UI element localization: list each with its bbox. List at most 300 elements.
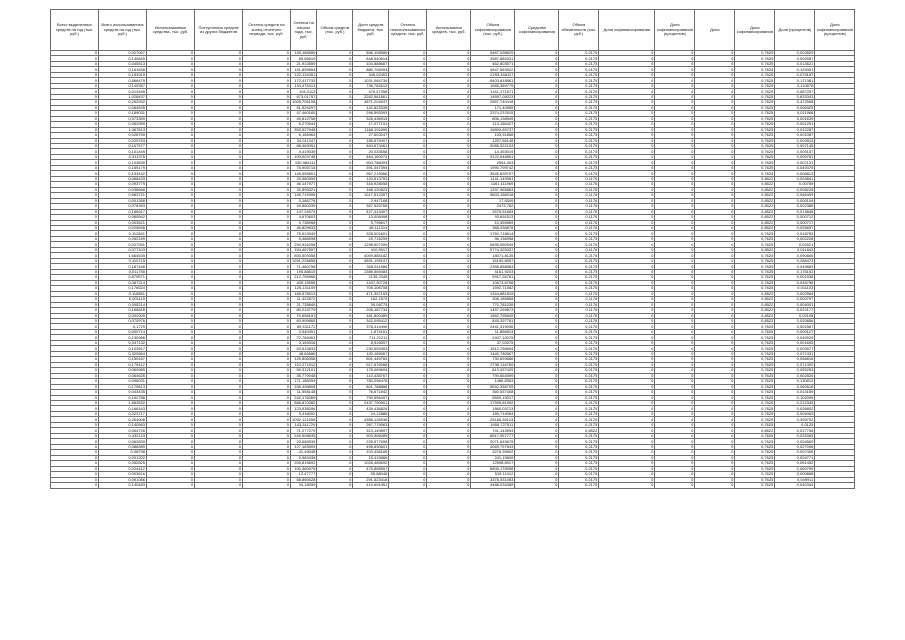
table-cell: 0 bbox=[695, 422, 735, 427]
table-cell: 69,331172 bbox=[291, 324, 317, 329]
table-cell: 0,2175 bbox=[559, 258, 599, 263]
table-cell: 0,7625 bbox=[735, 253, 775, 258]
table-cell: 0 bbox=[317, 94, 353, 99]
table-cell: 0,2175 bbox=[559, 78, 599, 83]
table-cell: 1760,718614 bbox=[471, 231, 515, 236]
table-cell: 0 bbox=[599, 94, 655, 99]
table-cell: 0 bbox=[243, 406, 291, 411]
table-cell: 0 bbox=[317, 253, 353, 258]
table-cell: 0,130986 bbox=[99, 335, 147, 340]
table-cell: 0 bbox=[695, 105, 735, 110]
table-cell: 37,03375 bbox=[471, 340, 515, 345]
table-cell: 0 bbox=[515, 160, 559, 165]
table-cell: 127,183509 bbox=[291, 444, 317, 449]
table-cell: 0 bbox=[243, 231, 291, 236]
table-cell: 0 bbox=[243, 417, 291, 422]
table-cell: 0,08798 bbox=[99, 450, 147, 455]
table-cell: 0 bbox=[51, 275, 99, 280]
table-cell: 0,001251 bbox=[775, 122, 815, 127]
table-cell: 0 bbox=[695, 176, 735, 181]
table-cell: 0,2175 bbox=[559, 406, 599, 411]
table-cell: 0,7625 bbox=[735, 444, 775, 449]
table-cell: 1257,56148 bbox=[471, 138, 515, 143]
table-cell: 0,736958 bbox=[291, 220, 317, 225]
table-cell: 0 bbox=[515, 291, 559, 296]
table-cell: 0,2175 bbox=[559, 346, 599, 351]
table-cell: 0 bbox=[599, 291, 655, 296]
table-cell: 0,1176 bbox=[559, 176, 599, 181]
table-cell: 0 bbox=[147, 143, 195, 148]
table-cell: 0 bbox=[51, 253, 99, 258]
column-header: Доля софинансирования bbox=[599, 10, 655, 51]
table-cell: 0 bbox=[599, 149, 655, 154]
table-cell: 0 bbox=[427, 160, 471, 165]
table-cell: 0 bbox=[147, 182, 195, 187]
table-cell: 0,011843 bbox=[775, 247, 815, 252]
table-cell: 0 bbox=[317, 411, 353, 416]
table-cell: 0 bbox=[51, 61, 99, 66]
table-cell: 0 bbox=[317, 318, 353, 323]
table-cell: 0 bbox=[655, 258, 695, 263]
table-cell: 0,011103 bbox=[775, 286, 815, 291]
table-cell: 171,186094 bbox=[291, 379, 317, 384]
table-cell: 0 bbox=[515, 198, 559, 203]
table-cell: 0 bbox=[427, 401, 471, 406]
table-cell: 0 bbox=[317, 78, 353, 83]
table-cell: 1092,121098 bbox=[292, 416, 316, 422]
table-cell: 0 bbox=[195, 313, 243, 318]
table-cell: 0,1176 bbox=[559, 220, 599, 225]
table-cell: 0 bbox=[515, 72, 559, 77]
table-cell: 0 bbox=[317, 390, 353, 395]
table-cell: 0 bbox=[655, 318, 695, 323]
table-cell: 0 bbox=[515, 133, 559, 138]
table-cell: 225,577598 bbox=[353, 439, 389, 444]
table-cell: 0 bbox=[427, 78, 471, 83]
table-cell: 0,7625 bbox=[735, 61, 775, 66]
table-cell: 0 bbox=[147, 154, 195, 159]
table-cell: 0 bbox=[243, 182, 291, 187]
table-cell: 0 bbox=[147, 193, 195, 198]
table-cell: 0 bbox=[695, 215, 735, 220]
table-cell: 0 bbox=[599, 357, 655, 362]
table-cell: 0 bbox=[51, 428, 99, 433]
table-cell: 0,000154 bbox=[775, 198, 815, 203]
table-cell: 0,000712 bbox=[775, 215, 815, 220]
table-cell: 0 bbox=[317, 264, 353, 269]
table-cell: 0 bbox=[599, 215, 655, 220]
table-cell: 60,999865 bbox=[291, 318, 317, 323]
table-cell: 0 bbox=[655, 138, 695, 143]
table-cell: 4009,885182 bbox=[353, 253, 389, 258]
table-cell: 0,7625 bbox=[735, 286, 775, 291]
table-cell: 3085,522193 bbox=[471, 143, 515, 148]
table-cell: 0 bbox=[51, 116, 99, 121]
column-header: Доля (процентов) bbox=[775, 10, 815, 51]
table-cell: 0 bbox=[389, 280, 427, 285]
table-cell: 0,2175 bbox=[559, 72, 599, 77]
table-cell: 17,077151 bbox=[353, 122, 389, 127]
table-cell: 496,830601 bbox=[353, 444, 389, 449]
table-cell: 0,002587 bbox=[775, 56, 815, 61]
table-cell: 0 bbox=[515, 105, 559, 110]
table-cell: 212,755966 bbox=[291, 275, 317, 280]
table-cell: 0 bbox=[389, 253, 427, 258]
table-cell: 0 bbox=[195, 209, 243, 214]
table-cell: 0 bbox=[243, 51, 291, 56]
table-cell: 0,027067 bbox=[99, 51, 147, 56]
table-cell: 0 bbox=[389, 67, 427, 72]
table-cell: 49,860339 bbox=[291, 204, 317, 209]
table-cell: 0,2175 bbox=[559, 444, 599, 449]
table-cell: 0,133432 bbox=[99, 171, 147, 176]
table-cell: 0 bbox=[389, 291, 427, 296]
table-cell: 0 bbox=[243, 160, 291, 165]
table-cell: 0 bbox=[389, 247, 427, 252]
table-cell: 0,2175 bbox=[559, 373, 599, 378]
table-cell: 0 bbox=[655, 417, 695, 422]
table-cell: 0 bbox=[51, 302, 99, 307]
table-cell: 0 bbox=[389, 340, 427, 345]
table-cell: 1298,507399 bbox=[353, 242, 389, 247]
table-cell: 0 bbox=[147, 362, 195, 367]
table-cell: 0 bbox=[317, 433, 353, 438]
table-cell: 5,795617 bbox=[353, 220, 389, 225]
table-cell: 0 bbox=[51, 411, 99, 416]
table-cell: 0 bbox=[695, 133, 735, 138]
table-cell: 0 bbox=[599, 455, 655, 460]
table-cell: 0 bbox=[147, 231, 195, 236]
table-cell: 0 bbox=[515, 67, 559, 72]
table-cell: 0,026759 bbox=[99, 133, 147, 138]
table-cell: 0,7625 bbox=[735, 149, 775, 154]
table-cell: 0 bbox=[51, 297, 99, 302]
table-cell: 0 bbox=[599, 368, 655, 373]
table-cell: 0,7625 bbox=[735, 406, 775, 411]
table-cell: 0 bbox=[195, 275, 243, 280]
table-cell: 462,803571 bbox=[471, 61, 515, 66]
table-cell: 110,438767 bbox=[353, 373, 389, 378]
table-cell: 0 bbox=[147, 297, 195, 302]
table-cell: 0 bbox=[599, 433, 655, 438]
table-cell: 0 bbox=[317, 439, 353, 444]
table-cell: 0 bbox=[695, 308, 735, 313]
table-cell: 0 bbox=[655, 384, 695, 389]
table-cell: 0 bbox=[195, 51, 243, 56]
table-cell: 0 bbox=[147, 253, 195, 258]
table-cell: 0 bbox=[515, 275, 559, 280]
table-cell: 0 bbox=[147, 466, 195, 471]
table-cell: 0 bbox=[655, 61, 695, 66]
table-cell: 0 bbox=[515, 242, 559, 247]
table-cell: 15,715299 bbox=[353, 236, 389, 241]
table-cell: 0,8522 bbox=[735, 187, 775, 192]
table-cell: 0 bbox=[147, 198, 195, 203]
table-cell: 0 bbox=[195, 138, 243, 143]
table-cell: 0 bbox=[147, 176, 195, 181]
table-cell: 0 bbox=[695, 193, 735, 198]
table-cell: 0,309702 bbox=[775, 417, 815, 422]
table-cell: 0,049929 bbox=[775, 335, 815, 340]
table-cell: 0,002826 bbox=[775, 373, 815, 378]
table-cell: 0 bbox=[51, 351, 99, 356]
table-cell: 0 bbox=[515, 258, 559, 263]
table-cell: 0,2175 bbox=[559, 51, 599, 56]
table-cell: 0 bbox=[195, 346, 243, 351]
table-cell: 2293,348117 bbox=[471, 72, 515, 77]
table-cell: 0 bbox=[317, 149, 353, 154]
table-cell: 0 bbox=[695, 100, 735, 105]
table-cell: 0 bbox=[195, 154, 243, 159]
table-cell: 34,011347 bbox=[291, 138, 317, 143]
table-cell: 0 bbox=[655, 89, 695, 94]
table-cell: 0 bbox=[695, 313, 735, 318]
table-cell: 0 bbox=[599, 133, 655, 138]
table-cell: 0 bbox=[515, 215, 559, 220]
table-cell: 0 bbox=[317, 297, 353, 302]
table-cell: 0,7625 bbox=[735, 455, 775, 460]
table-cell: 0 bbox=[427, 61, 471, 66]
table-cell: 0 bbox=[147, 215, 195, 220]
table-cell: 0 bbox=[427, 439, 471, 444]
table-cell: 357,525768 bbox=[353, 204, 389, 209]
table-cell: 0 bbox=[243, 390, 291, 395]
table-cell: 0 bbox=[427, 302, 471, 307]
table-cell: 0 bbox=[317, 209, 353, 214]
table-cell: 0 bbox=[51, 215, 99, 220]
table-cell: 0,7625 bbox=[735, 242, 775, 247]
table-cell: 0,2175 bbox=[559, 231, 599, 236]
table-cell: 0 bbox=[317, 368, 353, 373]
table-cell: 0 bbox=[147, 78, 195, 83]
table-cell: 0 bbox=[243, 198, 291, 203]
table-cell: 326,436915 bbox=[353, 116, 389, 121]
table-cell: 1440,780567 bbox=[471, 351, 515, 356]
table-cell: 0 bbox=[427, 187, 471, 192]
table-cell: 0 bbox=[243, 242, 291, 247]
table-cell: 17599,61992 bbox=[471, 401, 515, 406]
table-cell: 0 bbox=[147, 351, 195, 356]
table-cell: 0 bbox=[147, 236, 195, 241]
table-cell: 0 bbox=[51, 236, 99, 241]
table-cell: 0 bbox=[243, 72, 291, 77]
table-cell: 0 bbox=[243, 297, 291, 302]
table-cell: 0,000717 bbox=[775, 220, 815, 225]
table-cell: 848,940614 bbox=[353, 56, 389, 61]
table-cell: 0 bbox=[389, 422, 427, 427]
table-cell: 0 bbox=[389, 472, 427, 477]
table-cell: 34,18099 bbox=[291, 483, 317, 488]
column-header: Объем софинансирования (тыс. руб.) bbox=[471, 10, 515, 51]
table-cell: 1,683532 bbox=[99, 401, 147, 406]
table-cell: 0 bbox=[243, 346, 291, 351]
table-cell: 0 bbox=[389, 324, 427, 329]
table-cell: 0 bbox=[389, 89, 427, 94]
table-cell: 123,538296 bbox=[291, 406, 317, 411]
table-cell: 11,422872 bbox=[291, 297, 317, 302]
table-cell: 0 bbox=[389, 231, 427, 236]
table-cell: 0,049883 bbox=[775, 264, 815, 269]
table-cell: 0 bbox=[147, 302, 195, 307]
table-cell: 0,003913 bbox=[775, 138, 815, 143]
table-cell: 0 bbox=[695, 286, 735, 291]
table-cell: 0,029753 bbox=[99, 138, 147, 143]
table-cell: 0 bbox=[195, 455, 243, 460]
table-cell: 439,436826 bbox=[353, 406, 389, 411]
table-cell: 0 bbox=[655, 215, 695, 220]
table-cell: 0 bbox=[147, 51, 195, 56]
table-cell: 0 bbox=[599, 160, 655, 165]
table-cell: 0 bbox=[599, 231, 655, 236]
table-cell: 10,355569 bbox=[471, 220, 515, 225]
table-cell: 0 bbox=[427, 428, 471, 433]
table-cell: 71,277279 bbox=[291, 428, 317, 433]
table-cell: 0 bbox=[243, 83, 291, 88]
table-cell: 0,7625 bbox=[735, 160, 775, 165]
table-cell: 0,2175 bbox=[559, 154, 599, 159]
table-cell: 0,2175 bbox=[559, 433, 599, 438]
table-cell: 0 bbox=[695, 483, 735, 488]
table-cell: 0 bbox=[243, 133, 291, 138]
table-cell: 0 bbox=[515, 51, 559, 56]
table-cell: 0 bbox=[147, 313, 195, 318]
table-cell: 0 bbox=[147, 477, 195, 482]
table-cell: 0,013846 bbox=[775, 209, 815, 214]
table-cell: 0,2175 bbox=[559, 94, 599, 99]
table-cell: 0 bbox=[317, 450, 353, 455]
table-cell: 1337,965863 bbox=[471, 187, 515, 192]
table-cell: 0 bbox=[599, 72, 655, 77]
table-cell: 0,168163 bbox=[99, 406, 147, 411]
table-cell: 0 bbox=[243, 302, 291, 307]
table-cell: 0 bbox=[147, 318, 195, 323]
table-cell: 0 bbox=[695, 264, 735, 269]
column-header: Доля софинансирования bbox=[735, 10, 775, 51]
table-cell: 21,913559 bbox=[291, 61, 317, 66]
table-cell: 0,037132 bbox=[99, 340, 147, 345]
table-cell: 0,2175 bbox=[559, 122, 599, 127]
table-cell: 0 bbox=[51, 247, 99, 252]
table-cell: 0,311376 bbox=[99, 154, 147, 159]
table-cell: 0 bbox=[427, 204, 471, 209]
table-cell: 0 bbox=[655, 286, 695, 291]
table-cell: 0 bbox=[655, 176, 695, 181]
table-cell: 0 bbox=[195, 302, 243, 307]
table-cell: 0,7625 bbox=[735, 329, 775, 334]
table-cell: 0 bbox=[427, 176, 471, 181]
table-cell: 0 bbox=[599, 329, 655, 334]
table-cell: 0 bbox=[243, 275, 291, 280]
table-cell: 0,7625 bbox=[735, 433, 775, 438]
table-cell: 0 bbox=[427, 209, 471, 214]
table-cell: 0 bbox=[317, 428, 353, 433]
table-cell: 0 bbox=[427, 231, 471, 236]
table-cell: 0 bbox=[515, 122, 559, 127]
table-cell: 368,438878 bbox=[471, 226, 515, 231]
table-cell: 0 bbox=[195, 264, 243, 269]
table-cell: 0 bbox=[51, 368, 99, 373]
table-cell: 0 bbox=[317, 171, 353, 176]
table-cell: 0 bbox=[515, 149, 559, 154]
table-cell: 0 bbox=[317, 466, 353, 471]
table-cell: 0 bbox=[51, 154, 99, 159]
table-cell: 0,2175 bbox=[559, 149, 599, 154]
table-cell: 0 bbox=[147, 209, 195, 214]
table-cell: 0 bbox=[51, 461, 99, 466]
table-cell: 0 bbox=[655, 220, 695, 225]
table-cell: 0 bbox=[389, 264, 427, 269]
table-cell: 0 bbox=[515, 417, 559, 422]
table-cell: 0 bbox=[515, 308, 559, 313]
table-cell: 0 bbox=[695, 258, 735, 263]
table-cell: 0,2175 bbox=[559, 127, 599, 132]
table-cell: 0 bbox=[599, 313, 655, 318]
table-cell: 0 bbox=[599, 439, 655, 444]
table-cell: 0 bbox=[243, 78, 291, 83]
table-cell: 0 bbox=[389, 335, 427, 340]
table-cell: 0 bbox=[195, 160, 243, 165]
table-cell: 0 bbox=[389, 100, 427, 105]
table-cell: 0 bbox=[317, 198, 353, 203]
table-cell: 0 bbox=[51, 133, 99, 138]
table-cell: 0,001115 bbox=[99, 297, 147, 302]
table-cell: 0,8522 bbox=[735, 198, 775, 203]
table-cell: 0 bbox=[655, 105, 695, 110]
table-cell: 47,460165 bbox=[291, 111, 317, 116]
table-cell: 0 bbox=[389, 313, 427, 318]
table-cell: 0,2175 bbox=[559, 83, 599, 88]
table-cell: 0,2175 bbox=[559, 275, 599, 280]
table-cell: 427,413407 bbox=[353, 209, 389, 214]
table-cell: 0 bbox=[515, 373, 559, 378]
table-cell: 746,782612 bbox=[353, 83, 389, 88]
table-cell: 0,264906 bbox=[99, 417, 147, 422]
table-cell: 0 bbox=[389, 379, 427, 384]
table-cell: 0,060516 bbox=[775, 384, 815, 389]
table-cell: 0 bbox=[317, 138, 353, 143]
table-cell: 4871,204937 bbox=[353, 100, 389, 105]
table-cell: 1,664535 bbox=[99, 253, 147, 258]
table-cell: 0 bbox=[389, 428, 427, 433]
table-cell: 0 bbox=[695, 444, 735, 449]
table-cell: 0 bbox=[389, 455, 427, 460]
table-cell: 0,093779 bbox=[99, 182, 147, 187]
table-cell: 0 bbox=[599, 122, 655, 127]
table-cell: 790,556497 bbox=[353, 395, 389, 400]
table-cell: 0 bbox=[195, 78, 243, 83]
table-cell: 0 bbox=[317, 417, 353, 422]
table-cell: 475,868557 bbox=[353, 466, 389, 471]
table-cell: 0,064626 bbox=[99, 373, 147, 378]
table-cell: 0 bbox=[317, 258, 353, 263]
table-cell: 0 bbox=[599, 411, 655, 416]
table-cell: 0 bbox=[427, 472, 471, 477]
table-cell: 1168,191899 bbox=[353, 127, 389, 132]
table-cell: 0 bbox=[195, 258, 243, 263]
table-cell: 0 bbox=[655, 461, 695, 466]
table-cell: 0 bbox=[243, 56, 291, 61]
table-cell: 0 bbox=[599, 406, 655, 411]
table-cell: 0,7625 bbox=[735, 122, 775, 127]
table-cell: 0 bbox=[599, 247, 655, 252]
table-cell: 5,486598 bbox=[291, 236, 317, 241]
table-cell: 0 bbox=[655, 187, 695, 192]
table-cell: 0 bbox=[599, 297, 655, 302]
table-cell: 143,311729 bbox=[291, 422, 317, 427]
table-cell: 0 bbox=[317, 122, 353, 127]
table-cell: 0,8522 bbox=[559, 428, 599, 433]
table-cell: 0 bbox=[427, 368, 471, 373]
